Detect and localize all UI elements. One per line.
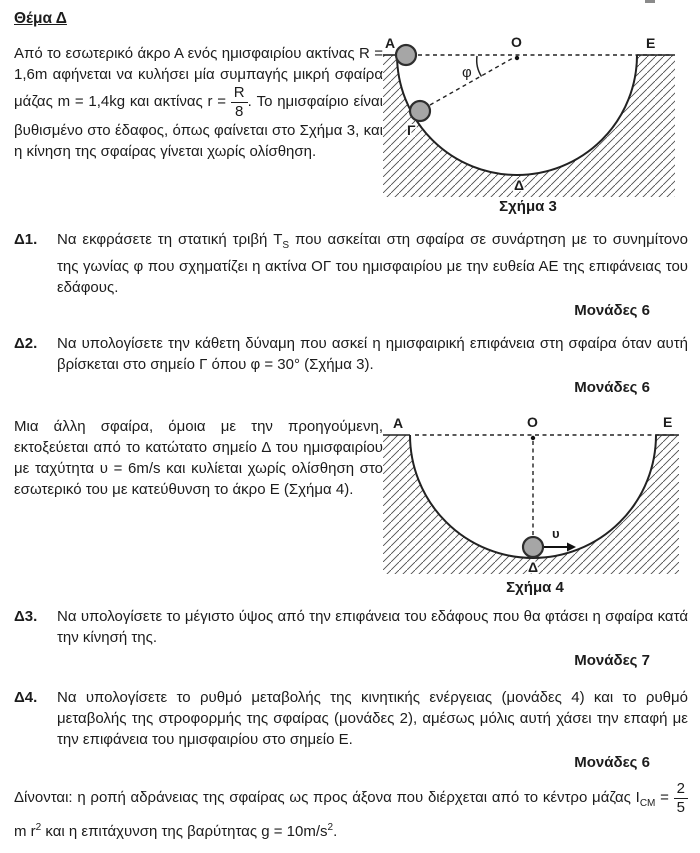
task-d1-text — [57, 229, 688, 298]
task-d4-body — [57, 687, 688, 773]
task-d4-text: Να υπολογίσετε το ρυθμό μεταβολής της κινητικής ενέργειας (μονάδες 4) και το ρυθμό μεταβολής της στροφορμής της σφαίρας (μονάδες 2), αμέσως μόλις αυτή χάσει την επαφή με την επιφάνεια του ημισφαιρίου στο σημείο Ε. — [57, 689, 688, 748]
figure-3-caption: Σχήμα 3 — [499, 198, 557, 215]
label-Gamma: Γ — [407, 122, 416, 138]
intro-text-1: Από το εσωτερικό άκρο Α ενός ημισφαιρίου ακτίνας R = 1,6m αφήνεται να κυλήσει μία συμπαγής μικρή σφαίρα μάζας m = 1,4kg και ακτίνας r = — [14, 45, 383, 111]
given-data-paragraph — [14, 781, 688, 844]
fraction-denominator: 8 — [235, 102, 244, 120]
label-Delta: Δ — [513, 177, 525, 193]
given-text-2: = — [655, 789, 674, 807]
task-d3-text: Να υπολογίσετε το μέγιστο ύψος από την επιφάνεια του εδάφους που θα φτάσει η σφαίρα κατά την κίνησή της. — [57, 608, 688, 646]
task-d3 — [14, 606, 688, 671]
given-text-5: . — [333, 823, 338, 841]
center-O-dot — [531, 436, 535, 440]
task-d1-body — [57, 229, 688, 321]
task-d3-label: Δ3. — [14, 608, 38, 625]
given-text-1: Δίνονται: η ροπή αδράνειας της σφαίρας ως προς άξονα που διέρχεται από το κέντρο μάζας I — [14, 789, 640, 807]
label-E: E — [646, 35, 656, 51]
fraction-2-over-5 — [674, 781, 688, 816]
sphere-at-A — [396, 45, 416, 65]
given-text-3: m r — [14, 823, 36, 841]
task-d2-points: Μονάδες 6 — [574, 379, 650, 396]
page-title: Θέμα Δ — [14, 10, 67, 27]
label-E: E — [663, 414, 673, 430]
task-d2-body — [57, 333, 688, 398]
second-paragraph: Μια άλλη σφαίρα, όμοια με την προηγούμενη, εκτοξεύεται από το κατώτατο σημείο Δ του ημισφαιρίου με ταχύτητα υ = 6m/s και κυλίεται χωρίς ολίσθηση στο εσωτερικό του με κατεύθυνση το άκρο Ε (Σχήμα 4). — [14, 418, 383, 498]
task-d1 — [14, 229, 688, 321]
label-O: O — [527, 414, 538, 430]
label-phi: φ — [462, 64, 472, 81]
fraction-denominator: 5 — [676, 798, 685, 816]
label-A: A — [385, 35, 396, 51]
fraction-numerator: R — [231, 85, 248, 103]
center-O-dot — [515, 56, 519, 60]
label-velocity: υ — [552, 526, 560, 541]
page-number-artifact — [645, 0, 655, 3]
figure-3-drawing — [383, 17, 688, 215]
task-d4 — [14, 687, 688, 773]
task-d2-text: Να υπολογίσετε την κάθετη δύναμη που ασκεί η ημισφαιρική επιφάνεια στη σφαίρα όταν αυτή βρίσκεται στο σημείο Γ όπου φ = 30° (Σχήμα 3). — [57, 335, 688, 373]
figure-4-caption: Σχήμα 4 — [506, 579, 564, 596]
given-superscript-s2: 2 — [327, 822, 334, 834]
label-Delta: Δ — [527, 559, 539, 575]
task-d3-points: Μονάδες 7 — [574, 652, 650, 669]
intro-paragraph — [14, 43, 383, 162]
fraction-R-over-8 — [231, 85, 248, 120]
task-d1-text-2: που ασκείται στη σφαίρα σε συνάρτηση με το συνημίτονο της γωνίας φ που σχηματίζει η ακτίνα ΟΓ του ημισφαιρίου με την ευθεία ΑΕ της επιφάνειας του εδάφους. — [57, 231, 688, 296]
figure-4 — [383, 410, 688, 598]
label-O: O — [511, 34, 522, 50]
figure-4-drawing — [383, 410, 688, 598]
given-subscript-cm: CM — [639, 798, 656, 810]
fraction-numerator: 2 — [674, 781, 688, 799]
task-d2-label: Δ2. — [14, 335, 38, 352]
task-d1-points: Μονάδες 6 — [574, 302, 650, 319]
label-A: A — [393, 415, 404, 431]
task-d1-label: Δ1. — [14, 231, 38, 248]
task-d1-text-1: Να εκφράσετε τη στατική τριβή T — [57, 231, 283, 248]
sphere-at-Gamma — [410, 101, 430, 121]
task-d4-label: Δ4. — [14, 689, 38, 706]
second-paragraph-row — [14, 410, 688, 598]
sphere-at-Delta — [523, 537, 543, 557]
intro-row — [14, 34, 688, 215]
task-d3-body — [57, 606, 688, 671]
intro-text-2: . Το ημισφαίριο είναι βυθισμένο στο έδαφος, όπως φαίνεται στο Σχήμα 3, και η κίνηση της σφαίρας γίνεται χωρίς ολίσθηση. — [14, 93, 383, 160]
task-d2 — [14, 333, 688, 398]
task-d1-subscript: S — [282, 240, 290, 251]
given-superscript-r2: 2 — [35, 822, 42, 834]
given-text-4: και η επιτάχυνση της βαρύτητας g = 10m/s — [41, 823, 328, 841]
task-d4-points: Μονάδες 6 — [574, 754, 650, 771]
figure-3 — [383, 17, 688, 215]
